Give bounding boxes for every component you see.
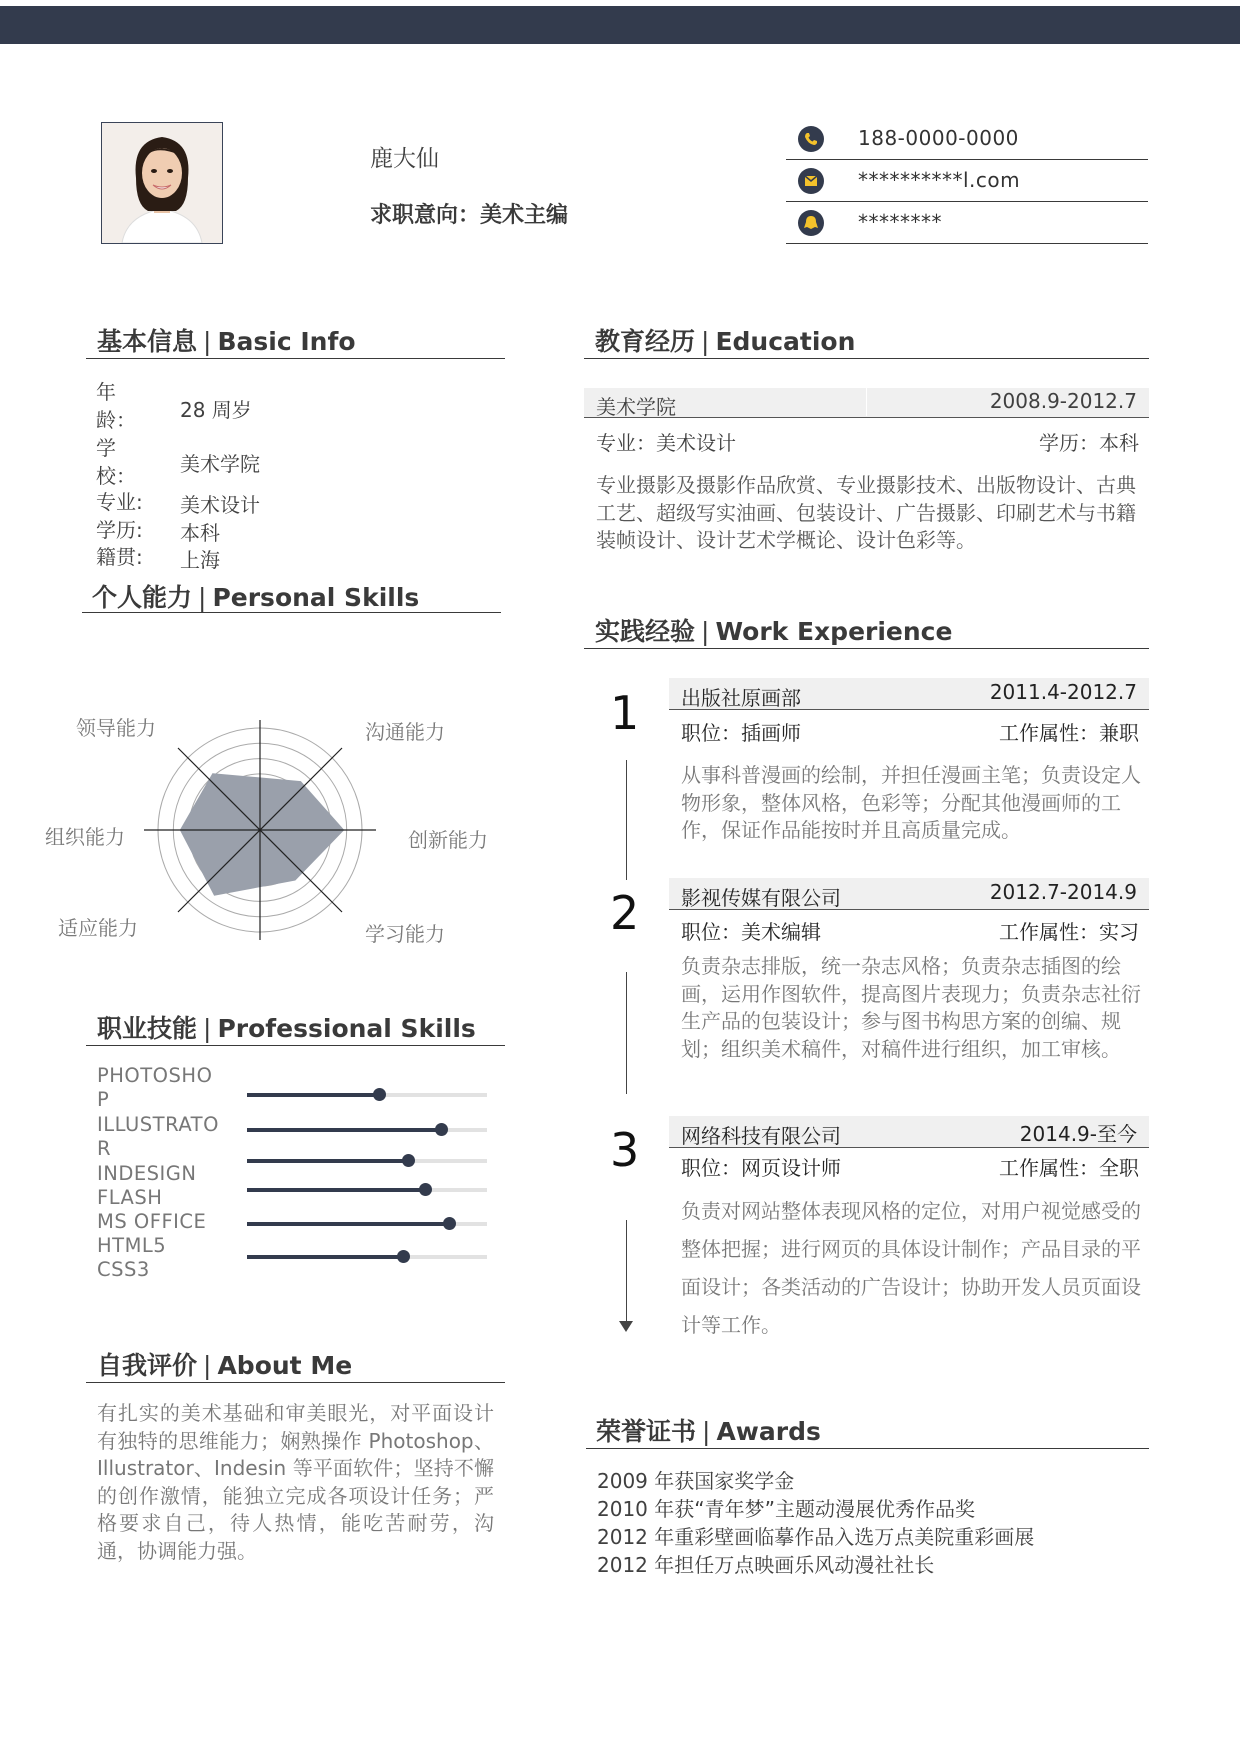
job-company: 出版社原画部 xyxy=(681,686,801,710)
job-header xyxy=(669,678,1149,710)
timeline-line xyxy=(626,1220,627,1324)
skill-name: INDESIGN xyxy=(97,1162,197,1185)
section-title-en: Professional Skills xyxy=(217,1014,476,1043)
skill-bar xyxy=(247,1128,487,1132)
timeline-arrow-icon xyxy=(619,1321,633,1332)
job-type: 工作属性：实习 xyxy=(999,920,1139,944)
education-degree: 学历：本科 xyxy=(1039,431,1139,455)
education-major: 专业：美术设计 xyxy=(596,431,736,455)
radar-label-leadership: 领导能力 xyxy=(76,716,156,740)
section-title-work xyxy=(595,612,952,648)
section-divider xyxy=(86,1382,505,1383)
section-title-cn: 职业技能 xyxy=(97,1014,198,1043)
section-title-en: Basic Info xyxy=(217,327,356,356)
award-item: 2012 年重彩壁画临摹作品入选万点美院重彩画展 xyxy=(597,1525,1035,1549)
job-header xyxy=(669,878,1149,910)
basic-value: 本科 xyxy=(180,521,220,545)
basic-value: 上海 xyxy=(180,548,220,572)
skill-name: MS OFFICE xyxy=(97,1210,207,1233)
job-meta xyxy=(681,916,1139,944)
avatar xyxy=(101,122,223,244)
about-text: 有扎实的美术基础和审美眼光，对平面设计有独特的思维能力；娴熟操作 Photoshop、Illustrator、Indesin 等平面软件；坚持不懈的创作激情，能独立完成各项设计任务；严格要求自己，待人热情，能吃苦耐劳，沟通，协调能力强。 xyxy=(97,1401,494,1563)
contact-email xyxy=(786,160,1148,202)
job-period: 2014.9-至今 xyxy=(1019,1122,1137,1146)
job-company: 网络科技有限公司 xyxy=(681,1124,841,1148)
skill-bar-fill xyxy=(247,1255,403,1259)
title-separator: | xyxy=(203,1014,212,1043)
radar-axes xyxy=(144,720,376,940)
section-title-en: About Me xyxy=(217,1351,353,1380)
mail-icon xyxy=(798,168,824,194)
qq-value: ******** xyxy=(858,210,942,234)
skill-bar-fill xyxy=(247,1188,425,1192)
job-period: 2011.4-2012.7 xyxy=(989,680,1137,704)
job-desc: 负责杂志排版，统一杂志风格；负责杂志插图的绘画，运用作图软件，提高图片表现力；负责杂志社衍生产品的包装设计；参与图书构思方案的创编、规划；组织美术稿件，对稿件进行组织，加工审核。 xyxy=(681,954,1141,1061)
skill-bar-fill xyxy=(247,1093,379,1097)
basic-value: 美术设计 xyxy=(180,493,260,517)
radar-chart xyxy=(140,710,380,950)
section-title-personal xyxy=(92,578,419,614)
education-period: 2008.9-2012.7 xyxy=(989,389,1137,413)
section-title-education xyxy=(595,322,855,358)
basic-key: 年龄： xyxy=(96,380,136,432)
basic-key: 籍贯: xyxy=(96,545,143,569)
job-number: 3 xyxy=(610,1123,640,1177)
skill-bar-handle xyxy=(443,1217,456,1230)
phone-value: 188-0000-0000 xyxy=(858,126,1019,150)
section-title-awards xyxy=(596,1412,821,1448)
skill-bar xyxy=(247,1093,487,1097)
education-school: 美术学院 xyxy=(596,395,676,419)
job-type: 工作属性：全职 xyxy=(999,1156,1139,1180)
skill-bar-handle xyxy=(435,1123,448,1136)
portrait-image xyxy=(102,123,222,243)
top-banner xyxy=(0,6,1240,44)
skill-name: FLASH xyxy=(97,1186,163,1209)
basic-key: 专业: xyxy=(96,490,143,514)
section-title-cn: 教育经历 xyxy=(595,327,696,356)
education-desc: 专业摄影及摄影作品欣赏、专业摄影技术、出版物设计、古典工艺、超级写实油画、包装设计、广告摄影、印刷艺术与书籍装帧设计、设计艺术学概论、设计色彩等。 xyxy=(596,473,1136,552)
radar-area xyxy=(180,774,343,896)
job-company: 影视传媒有限公司 xyxy=(681,886,841,910)
title-separator: | xyxy=(203,1351,212,1380)
timeline-line xyxy=(626,972,627,1094)
section-title-cn: 实践经验 xyxy=(595,617,696,646)
skill-name: ILLUSTRATOR xyxy=(97,1113,219,1160)
header-divider xyxy=(866,388,867,416)
title-separator: | xyxy=(198,583,207,612)
section-title-en: Education xyxy=(715,327,856,356)
section-divider xyxy=(584,648,1149,649)
job-desc: 负责对网站整体表现风格的定位，对用户视觉感受的整体把握；进行网页的具体设计制作；产品目录的平面设计；各类活动的广告设计；协助开发人员页面设计等工作。 xyxy=(681,1199,1141,1337)
qq-icon xyxy=(798,210,824,236)
awards-list xyxy=(597,1467,1034,1579)
email-value: **********l.com xyxy=(858,168,1021,192)
contact-phone xyxy=(786,118,1148,160)
section-title-cn: 自我评价 xyxy=(97,1351,198,1380)
basic-key: 学校： xyxy=(96,436,136,488)
job-type: 工作属性：兼职 xyxy=(999,721,1139,745)
skill-bar xyxy=(247,1159,487,1163)
section-divider xyxy=(86,1045,505,1046)
job-intent-label: 求职意向： xyxy=(370,203,481,228)
skill-bar-handle xyxy=(373,1088,386,1101)
title-separator: | xyxy=(701,617,710,646)
section-title-cn: 个人能力 xyxy=(92,583,193,612)
candidate-name: 鹿大仙 xyxy=(370,146,439,172)
section-title-cn: 基本信息 xyxy=(97,327,198,356)
job-number: 2 xyxy=(610,886,640,940)
job-intent-value: 美术主编 xyxy=(480,203,569,228)
section-title-professional xyxy=(97,1009,476,1045)
job-position: 职位：美术编辑 xyxy=(681,920,821,944)
job-position: 职位：插画师 xyxy=(681,721,801,745)
radar-label-adaptability: 适应能力 xyxy=(58,916,138,940)
job-period: 2012.7-2014.9 xyxy=(989,880,1137,904)
title-separator: | xyxy=(203,327,212,356)
job-meta xyxy=(681,717,1139,745)
job-number: 1 xyxy=(610,686,640,740)
skill-name: CSS3 xyxy=(97,1258,150,1281)
section-title-en: Personal Skills xyxy=(212,583,420,612)
skill-bar-fill xyxy=(247,1128,441,1132)
job-header xyxy=(669,1116,1149,1148)
section-title-about xyxy=(97,1346,352,1382)
skill-bar-handle xyxy=(419,1183,432,1196)
education-header xyxy=(584,388,1149,418)
basic-value: 美术学院 xyxy=(180,452,260,476)
phone-icon xyxy=(798,126,824,152)
radar-label-learning: 学习能力 xyxy=(365,922,445,946)
job-meta xyxy=(681,1152,1139,1180)
radar-label-innovation: 创新能力 xyxy=(408,828,488,852)
skill-bar xyxy=(247,1255,487,1259)
title-separator: | xyxy=(701,327,710,356)
award-item: 2009 年获国家奖学金 xyxy=(597,1469,795,1493)
title-separator: | xyxy=(702,1417,711,1446)
skill-name: HTML5 xyxy=(97,1234,167,1257)
job-desc: 从事科普漫画的绘制，并担任漫画主笔；负责设定人物形象，整体风格，色彩等；分配其他漫画师的工作，保证作品能按时并且高质量完成。 xyxy=(681,763,1141,842)
skill-bar-fill xyxy=(247,1159,408,1163)
section-title-en: Work Experience xyxy=(715,617,953,646)
radar-label-communication: 沟通能力 xyxy=(365,720,445,744)
job-intent xyxy=(370,198,568,229)
basic-value: 28 周岁 xyxy=(180,398,252,422)
section-title-basic xyxy=(97,322,356,358)
skill-name: PHOTOSHOP xyxy=(97,1064,213,1111)
education-meta xyxy=(596,427,1139,455)
timeline-line xyxy=(626,760,627,880)
skill-bar-fill xyxy=(247,1222,449,1226)
award-item: 2012 年担任万点映画乐风动漫社社长 xyxy=(597,1553,935,1577)
job-position: 职位：网页设计师 xyxy=(681,1156,841,1180)
award-item: 2010 年获“青年梦”主题动漫展优秀作品奖 xyxy=(597,1497,975,1521)
section-title-cn: 荣誉证书 xyxy=(596,1417,697,1446)
skill-bar xyxy=(247,1222,487,1226)
skill-bar-handle xyxy=(402,1154,415,1167)
section-divider xyxy=(82,612,501,613)
section-divider xyxy=(586,1448,1149,1449)
section-title-en: Awards xyxy=(716,1417,821,1446)
skill-bar xyxy=(247,1188,487,1192)
section-divider xyxy=(86,358,505,359)
skill-bar-handle xyxy=(397,1250,410,1263)
basic-key: 学历: xyxy=(96,518,143,542)
section-divider xyxy=(584,358,1149,359)
contact-qq xyxy=(786,202,1148,244)
radar-label-organization: 组织能力 xyxy=(45,825,125,849)
